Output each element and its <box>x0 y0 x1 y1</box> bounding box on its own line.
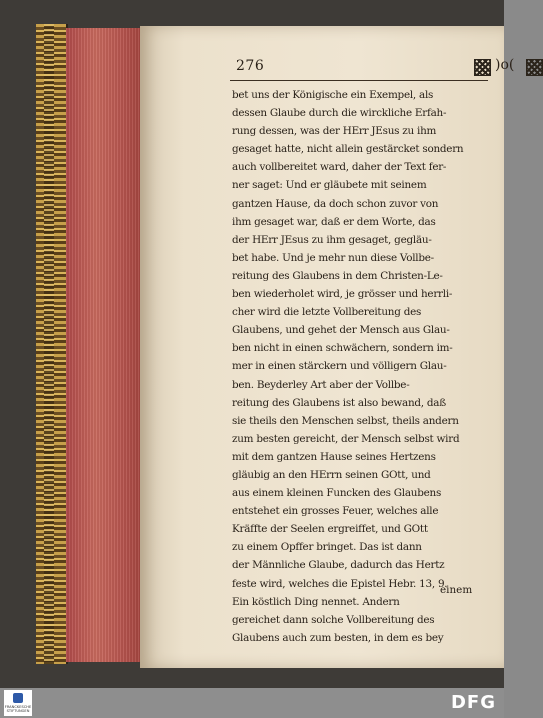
dfg-logo[interactable]: DFG <box>450 692 496 713</box>
text-line: zum besten gereicht, der Mensch selbst wird <box>232 432 460 445</box>
text-line: sie theils den Menschen selbst, theils andern <box>232 414 459 427</box>
text-line: gereichet dann solche Vollbereitung des <box>232 613 435 626</box>
text-line: dessen Glaube durch die wirckliche Erfah- <box>232 107 447 120</box>
text-line: ihm gesaget war, daß er dem Worte, das <box>232 215 436 228</box>
franckesche-stiftungen-logo[interactable] <box>4 690 32 716</box>
text-line: Kräffte der Seelen ergreiffet, und GOtt <box>232 523 428 536</box>
binding-board <box>36 24 68 664</box>
text-line: zu einem Opffer bringet. Das ist dann <box>232 541 422 554</box>
text-line: feste wird, welches die Epistel Hebr. 13, 9. <box>232 577 448 590</box>
text-line: entstehet ein grosses Feuer, welches alle <box>232 505 439 518</box>
text-line: gantzen Hause, da doch schon zuvor von <box>232 197 439 210</box>
text-line: ben wiederholet wird, je grösser und herrli- <box>232 288 453 301</box>
page-header <box>236 58 526 78</box>
text-line: der HErr JEsus zu ihm gesaget, gegläu- <box>232 233 432 246</box>
page-edges <box>66 28 140 662</box>
text-line: auch vollbereitet ward, daher der Text fer- <box>232 161 447 174</box>
text-line: cher wird die letzte Vollbereitung des <box>232 306 422 319</box>
header-rule <box>230 80 488 81</box>
page-number: 276 <box>236 58 265 74</box>
body-text <box>232 86 488 647</box>
text-line: bet habe. Und je mehr nun diese Vollbe- <box>232 251 434 264</box>
text-line: gläubig an den HErrn seinen GOtt, und <box>232 468 431 481</box>
text-line: rung dessen, was der HErr JEsus zu ihm <box>232 125 437 138</box>
text-line: der Männliche Glaube, dadurch das Hertz <box>232 559 445 572</box>
text-line: aus einem kleinen Funcken des Glaubens <box>232 487 442 500</box>
text-line: Glaubens auch zum besten, in dem es bey <box>232 631 444 644</box>
logo-text: FRANCKESCHE STIFTUNGEN <box>4 705 32 714</box>
text-line: mit dem gantzen Hause seines Hertzens <box>232 450 436 463</box>
text-line: ner saget: Und er gläubete mit seinem <box>232 179 427 192</box>
text-line: ben. Beyderley Art aber der Vollbe- <box>232 378 410 391</box>
text-line: Glaubens, und gehet der Mensch aus Glau- <box>232 324 450 337</box>
text-line: gesaget hatte, nicht allein gestärcket sondern <box>232 143 464 156</box>
text-line: reitung des Glaubens in dem Christen-Le- <box>232 269 443 282</box>
viewer-footer <box>0 688 504 718</box>
text-line: ben nicht in einen schwächern, sondern im- <box>232 342 453 355</box>
text-line: Ein köstlich Ding nennet. Andern <box>232 595 400 608</box>
ornament-right-icon <box>526 59 543 76</box>
logo-mark-icon <box>13 693 23 703</box>
ornament-left-icon <box>474 59 491 76</box>
text-line: bet uns der Königische ein Exempel, als <box>232 89 434 101</box>
header-ornament: )o( <box>495 57 515 73</box>
catchword: einem <box>440 584 473 596</box>
text-line: mer in einen stärckern und völligern Glau- <box>232 360 447 373</box>
text-line: reitung des Glaubens ist also bewand, daß <box>232 396 446 409</box>
